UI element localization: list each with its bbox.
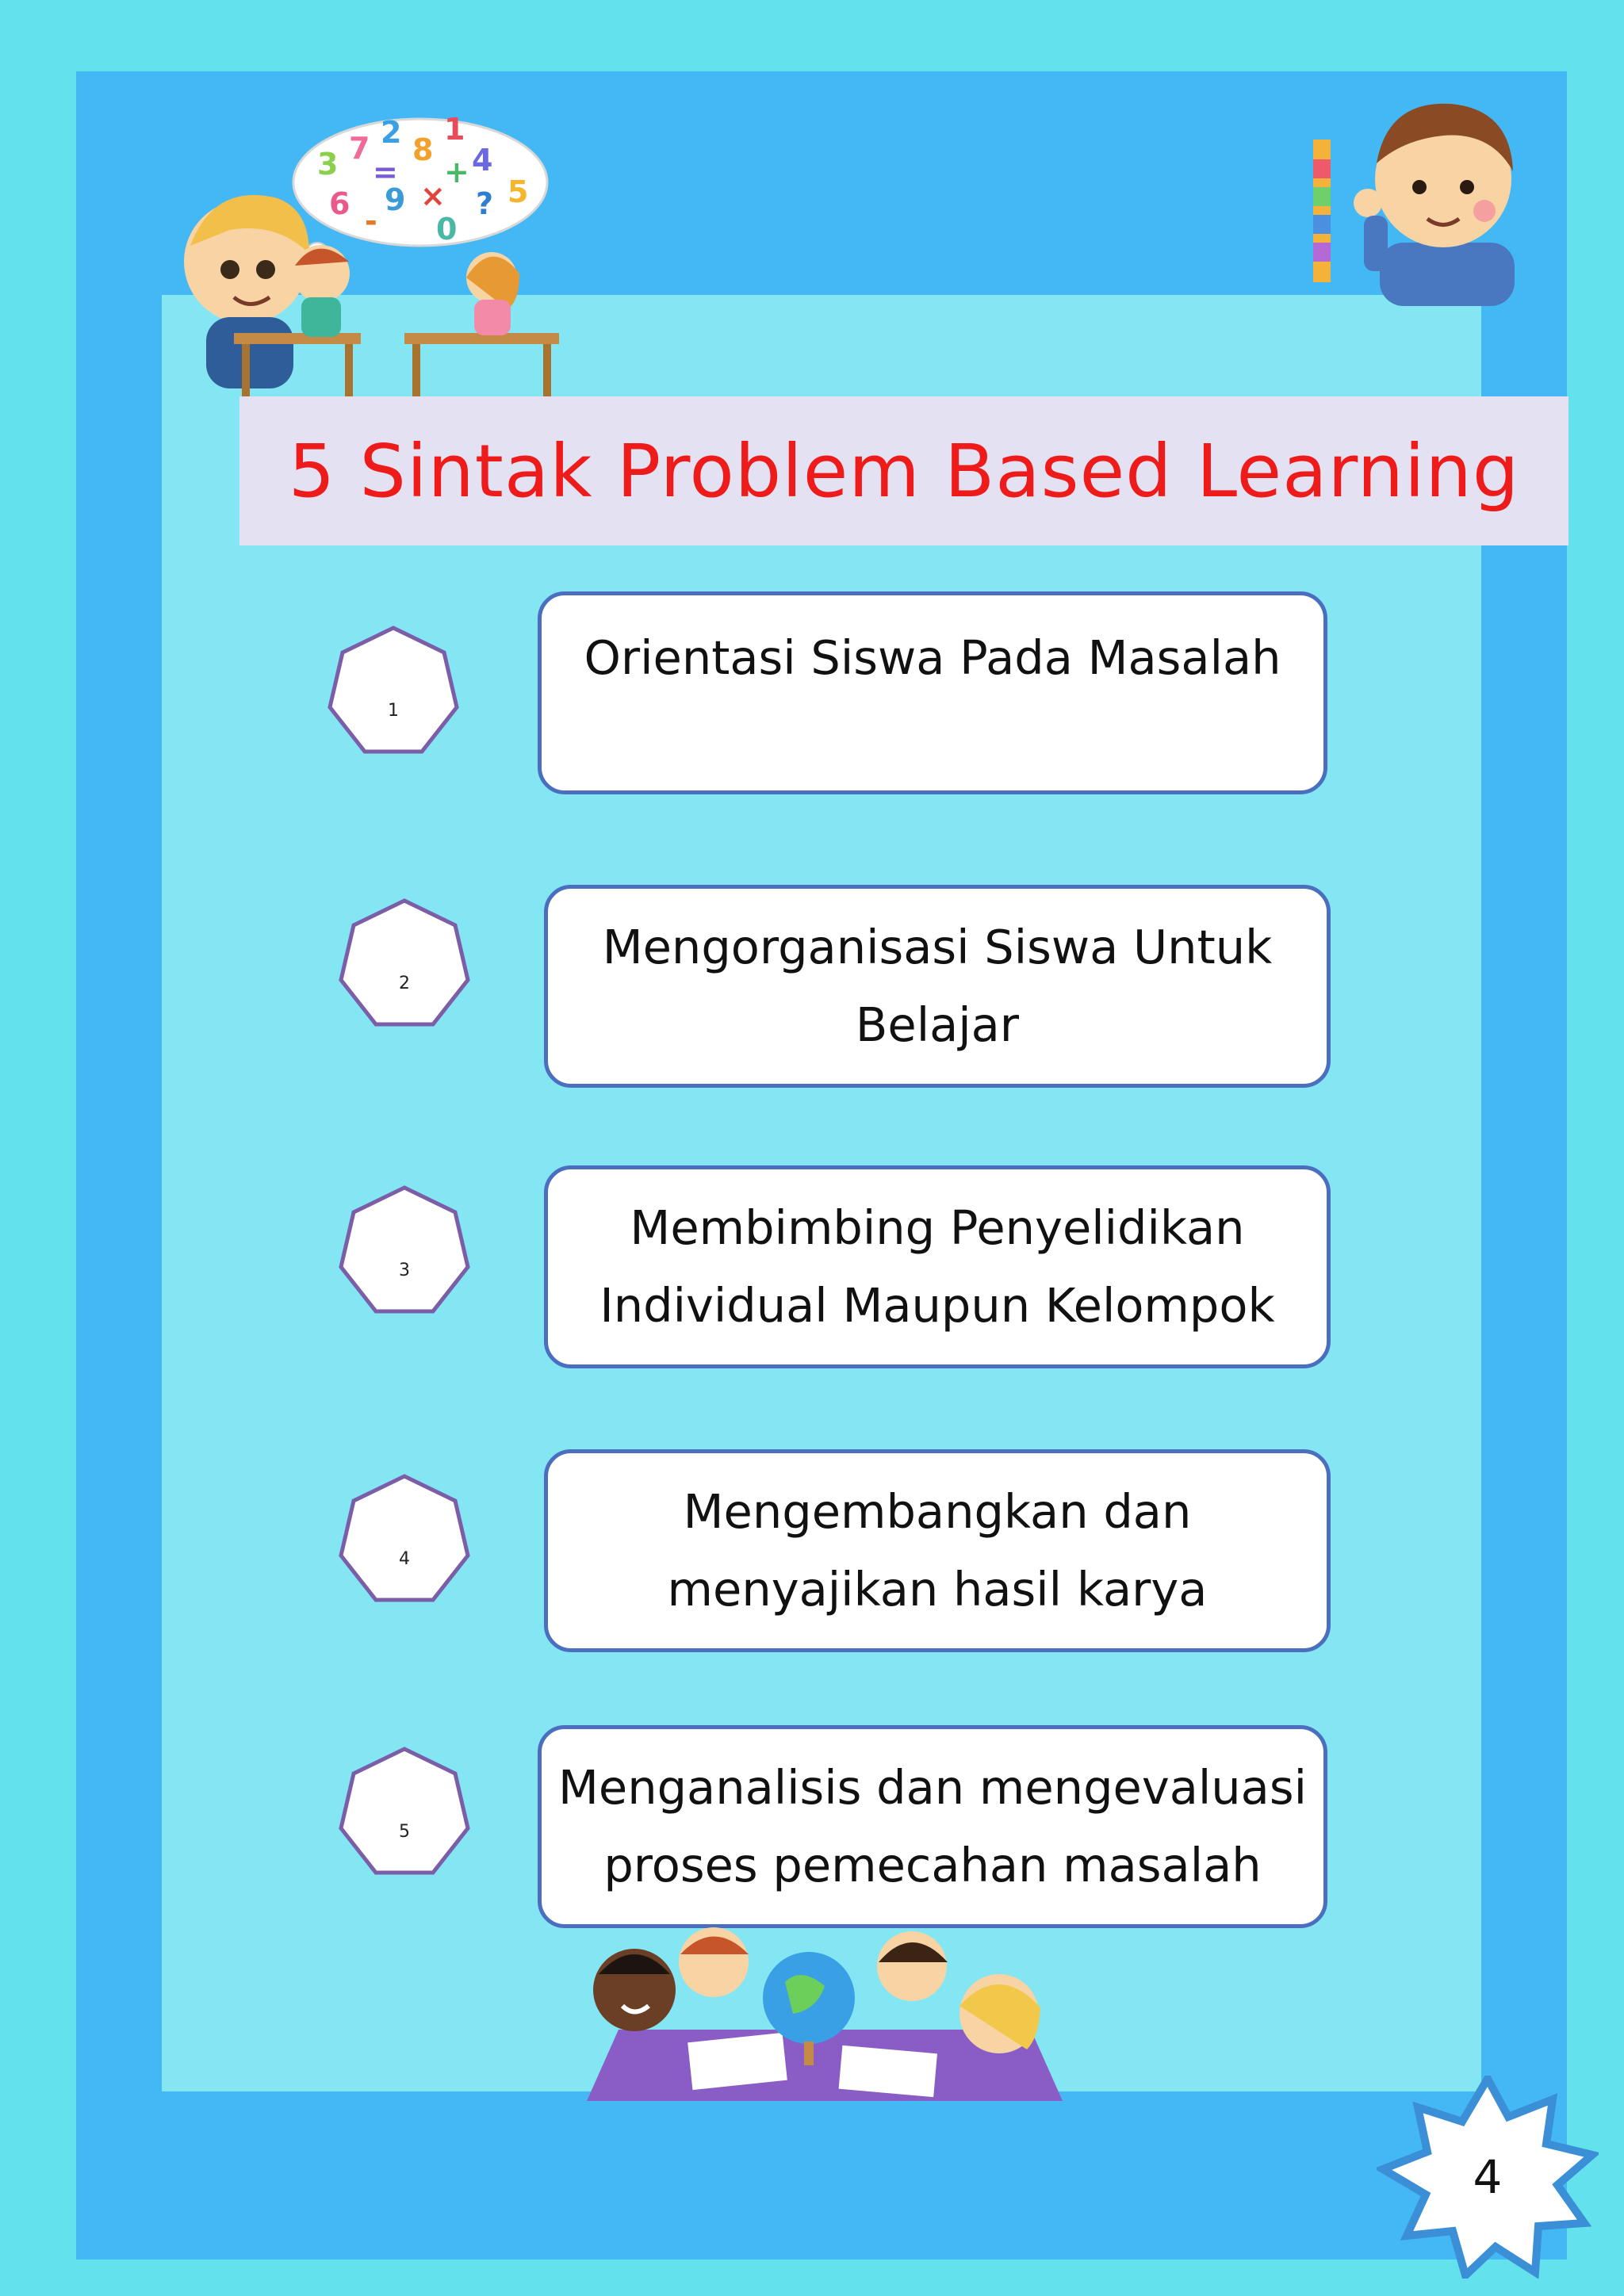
heptagon-icon (336, 896, 473, 1032)
step-box-4 (544, 1449, 1331, 1652)
heptagon-icon (336, 1183, 473, 1319)
step-number: 1 (388, 701, 399, 721)
math-symbol: 0 (436, 212, 458, 247)
heptagon-icon (336, 1744, 473, 1881)
step-text-line: Mengorganisasi Siswa Untuk (602, 920, 1273, 974)
step-text-line: Membimbing Penyelidikan (630, 1200, 1245, 1255)
title-band (239, 396, 1568, 545)
step-marker-3 (336, 1183, 473, 1319)
math-symbol: 2 (381, 115, 402, 150)
step-marker-2 (336, 896, 473, 1032)
math-symbol: 8 (412, 132, 434, 167)
step-number: 4 (399, 1549, 410, 1569)
math-symbol: 9 (385, 182, 406, 217)
step-box-3 (544, 1165, 1331, 1368)
step-box-1 (538, 591, 1327, 794)
math-symbol: 6 (329, 186, 350, 221)
step-number: 5 (399, 1822, 410, 1842)
step-text-line: Mengembangkan dan (683, 1484, 1192, 1539)
page-number-badge (1377, 2076, 1599, 2279)
page-number: 4 (1473, 2150, 1503, 2204)
step-text-line: proses pemecahan masalah (603, 1838, 1262, 1892)
math-symbol: 1 (444, 112, 465, 147)
step-number: 3 (399, 1261, 410, 1280)
step-marker-4 (336, 1471, 473, 1608)
step-text-line: menyajikan hasil karya (667, 1562, 1208, 1617)
math-symbol: + (444, 155, 469, 189)
page-title: 5 Sintak Problem Based Learning (288, 428, 1520, 514)
step-marker-5 (336, 1744, 473, 1881)
step-text-line: Orientasi Siswa Pada Masalah (584, 630, 1281, 685)
math-symbol: ? (476, 186, 494, 221)
math-symbol: - (365, 204, 377, 239)
math-symbol: 5 (508, 174, 529, 209)
kids-math-cloud-illustration (159, 95, 571, 428)
math-symbol: × (420, 178, 446, 213)
math-symbol: 7 (349, 131, 370, 166)
step-text-line: Individual Maupun Kelompok (599, 1278, 1275, 1333)
math-symbol: 4 (472, 143, 493, 178)
step-text-line: Menganalisis dan mengevaluasi (558, 1760, 1307, 1815)
step-box-5 (538, 1725, 1327, 1928)
heptagon-icon (325, 623, 462, 760)
math-symbol: = (373, 155, 398, 189)
step-box-2 (544, 885, 1331, 1088)
boy-pointing-illustration (1300, 68, 1538, 306)
kids-studying-illustration (555, 1919, 1086, 2101)
math-symbol: 3 (317, 147, 339, 182)
heptagon-icon (336, 1471, 473, 1608)
step-marker-1 (325, 623, 462, 760)
step-text-line: Belajar (855, 997, 1020, 1052)
step-number: 2 (399, 974, 410, 993)
